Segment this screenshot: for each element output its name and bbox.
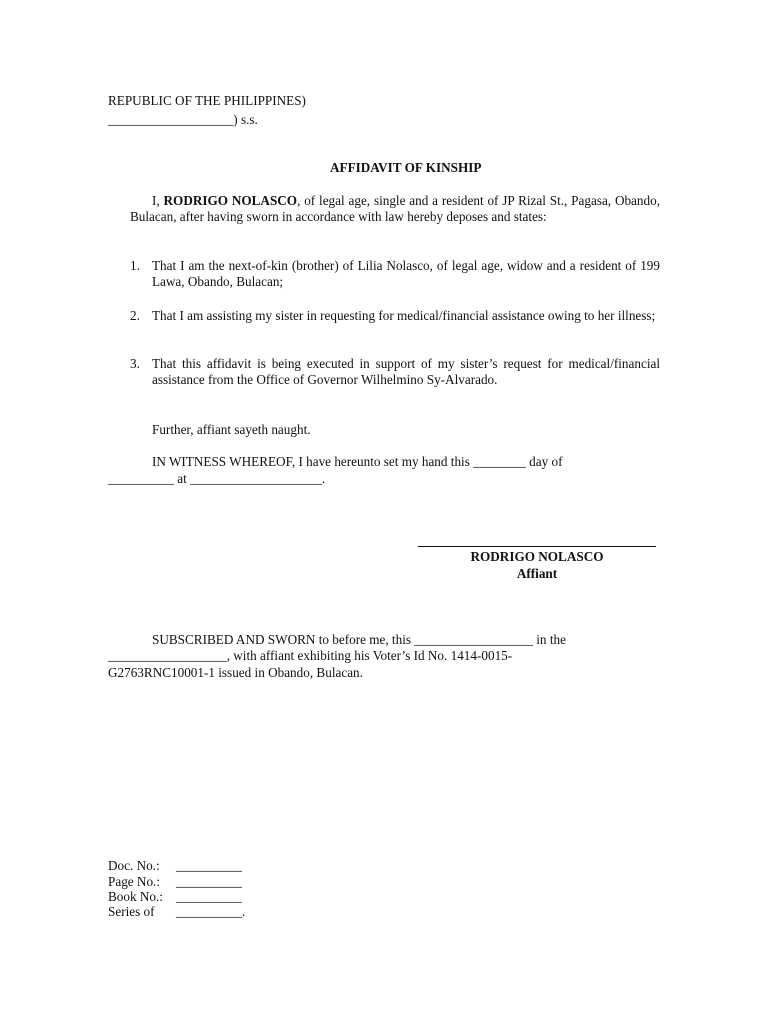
series-label: Series of [108,904,155,919]
statement-text: That this affidavit is being executed in support of my sister’s request for medical/financial assistance from the Office of Governor Wilhelmino Sy-Alvarado. [152,356,660,387]
jurat-line-2: __________________, with affiant exhibiting his Voter’s Id No. 1414-0015- [108,648,513,663]
statement-number: 2. [130,308,140,323]
series-blank: __________. [176,904,246,919]
doc-no-label: Doc. No.: [108,858,160,873]
ss-line: ___________________) s.s. [108,112,258,127]
statement-number: 3. [130,356,140,371]
further-statement: Further, affiant sayeth naught. [152,422,311,437]
signature-line [418,546,656,547]
intro-prefix: I, [152,193,164,208]
doc-no-blank: __________ [176,858,242,873]
signatory-role: Affiant [516,566,558,581]
jurat-line-3: G2763RNC10001-1 issued in Obando, Bulacan. [108,665,363,680]
book-no-blank: __________ [176,889,242,904]
affiant-name: RODRIGO NOLASCO [163,193,298,208]
book-no-label: Book No.: [108,889,163,904]
intro-rest: , of legal age, single and a resident of JP Rizal St., Pagasa, Obando, Bulacan, after having sworn in accordance with law hereby deposes and states: [130,193,660,224]
statement-number: 1. [130,258,140,273]
statement-text: That I am the next-of-kin (brother) of Lilia Nolasco, of legal age, widow and a resident of 199 Lawa, Obando, Bulacan; [152,258,660,289]
jurat-line-1: SUBSCRIBED AND SWORN to before me, this __________________ in the [152,632,566,647]
signatory-name: RODRIGO NOLASCO [470,549,604,564]
document-title: AFFIDAVIT OF KINSHIP [330,160,482,175]
page-no-label: Page No.: [108,874,161,889]
witness-line-1: IN WITNESS WHEREOF, I have hereunto set my hand this ________ day of [152,454,563,469]
witness-line-2: __________ at ____________________. [108,471,326,486]
page-no-blank: __________ [176,874,242,889]
republic-header: REPUBLIC OF THE PHILIPPINES) [108,93,306,108]
statement-text: That I am assisting my sister in requesting for medical/financial assistance owing to her illness; [152,308,656,323]
intro-paragraph [130,193,660,225]
